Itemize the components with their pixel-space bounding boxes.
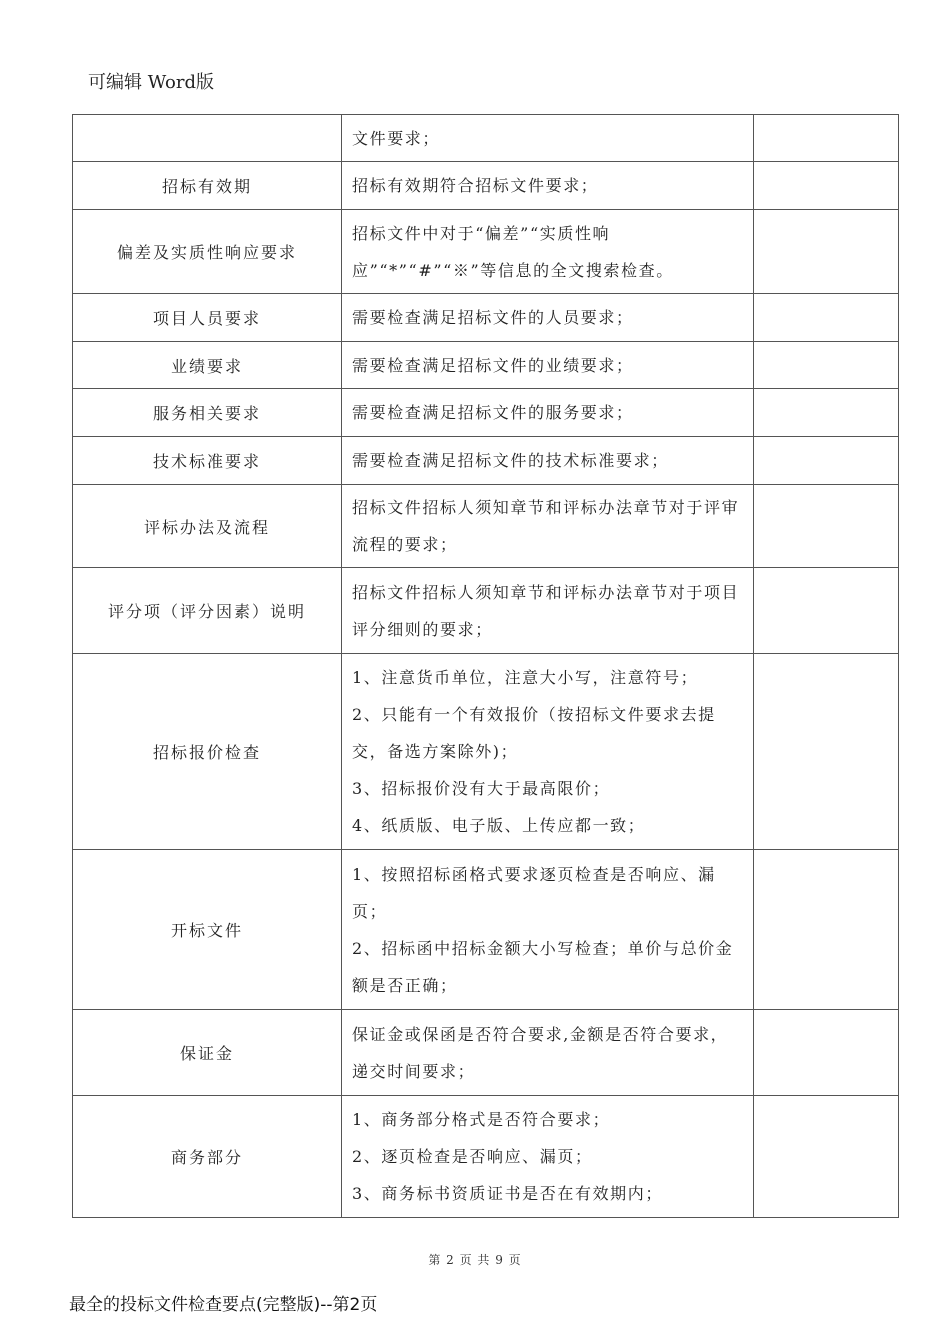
requirement-cell [342,115,754,162]
item-cell: 服务相关要求 [73,389,342,437]
item-cell: 评分项（评分因素）说明 [73,568,342,654]
table-row [73,1096,899,1218]
requirement-text: 招标有效期符合招标文件要求； [352,176,599,195]
requirement-cell [342,568,754,654]
requirement-text: 需要检查满足招标文件的技术标准要求； [352,451,669,470]
requirement-text: 需要检查满足招标文件的业绩要求； [352,355,634,375]
requirement-cell [342,1096,754,1218]
remark-cell [754,1010,899,1096]
page-number: 第 2 页 共 9 页 [428,1253,522,1267]
requirement-cell [342,1010,754,1096]
requirement-cell [342,389,754,437]
requirement-text: 2、逐页检查是否响应、漏页； [352,1147,593,1166]
item-cell: 招标有效期 [73,162,342,210]
requirement-text: 招标文件中对于“偏差”“实质性响应”“*”“#”“※”等信息的全文搜索检查。 [352,223,674,280]
requirement-cell [342,850,754,1010]
table-row [73,654,899,850]
table-row [73,1010,899,1096]
remark-cell [754,115,899,162]
table-row [73,437,899,485]
requirement-text: 1、商务部分格式是否符合要求； [352,1110,611,1129]
remark-cell [754,437,899,485]
requirement-text: 1、按照招标函格式要求逐页检查是否响应、漏页； [352,864,716,921]
requirement-text: 3、商务标书资质证书是否在有效期内； [352,1184,663,1203]
item-cell: 评标办法及流程 [73,485,342,568]
table-row [73,568,899,654]
requirement-text: 2、只能有一个有效报价（按招标文件要求去提交，备选方案除外)； [352,705,716,761]
remark-cell [754,389,899,437]
requirement-cell [342,162,754,210]
item-cell: 开标文件 [73,850,342,1010]
item-cell: 偏差及实质性响应要求 [73,210,342,294]
requirement-cell [342,294,754,342]
remark-cell [754,850,899,1010]
requirement-text: 保证金或保函是否符合要求,金额是否符合要求，递交时间要求； [352,1024,729,1081]
item-cell: 技术标准要求 [73,437,342,485]
table-row [73,162,899,210]
table-row [73,294,899,342]
watermark-header: 可编辑 Word版 [88,72,214,93]
item-cell: 项目人员要求 [73,294,342,342]
document-title: 最全的投标文件检查要点(完整版)--第2页 [69,1295,378,1315]
remark-cell [754,294,899,342]
table-row [73,115,899,162]
table-row [73,485,899,568]
item-cell: 招标报价检查 [73,654,342,850]
table-row [73,850,899,1010]
remark-cell [754,162,899,210]
table-row [73,342,899,389]
requirement-text: 文件要求； [352,128,441,148]
requirement-cell [342,210,754,294]
item-cell [73,115,342,162]
remark-cell [754,568,899,654]
table-row [73,389,899,437]
remark-cell [754,1096,899,1218]
table-row [73,210,899,294]
requirement-text: 3、招标报价没有大于最高限价； [352,779,611,798]
checklist-table [72,114,899,1218]
requirement-text: 2、招标函中招标金额大小写检查；单价与总价金额是否正确； [352,938,734,995]
remark-cell [754,485,899,568]
remark-cell [754,210,899,294]
requirement-text: 1、注意货币单位，注意大小写，注意符号； [352,668,699,687]
requirement-text: 招标文件招标人须知章节和评标办法章节对于评审流程的要求； [352,498,740,554]
requirement-text: 4、纸质版、电子版、上传应都一致； [352,816,646,835]
requirement-cell [342,437,754,485]
remark-cell [754,654,899,850]
requirement-cell [342,342,754,389]
requirement-text: 需要检查满足招标文件的人员要求； [352,308,634,327]
requirement-cell [342,485,754,568]
requirement-text: 招标文件招标人须知章节和评标办法章节对于项目评分细则的要求； [352,582,740,639]
requirement-text: 需要检查满足招标文件的服务要求； [352,403,634,422]
item-cell: 业绩要求 [73,342,342,389]
item-cell: 保证金 [73,1010,342,1096]
requirement-cell [342,654,754,850]
item-cell: 商务部分 [73,1096,342,1218]
remark-cell [754,342,899,389]
